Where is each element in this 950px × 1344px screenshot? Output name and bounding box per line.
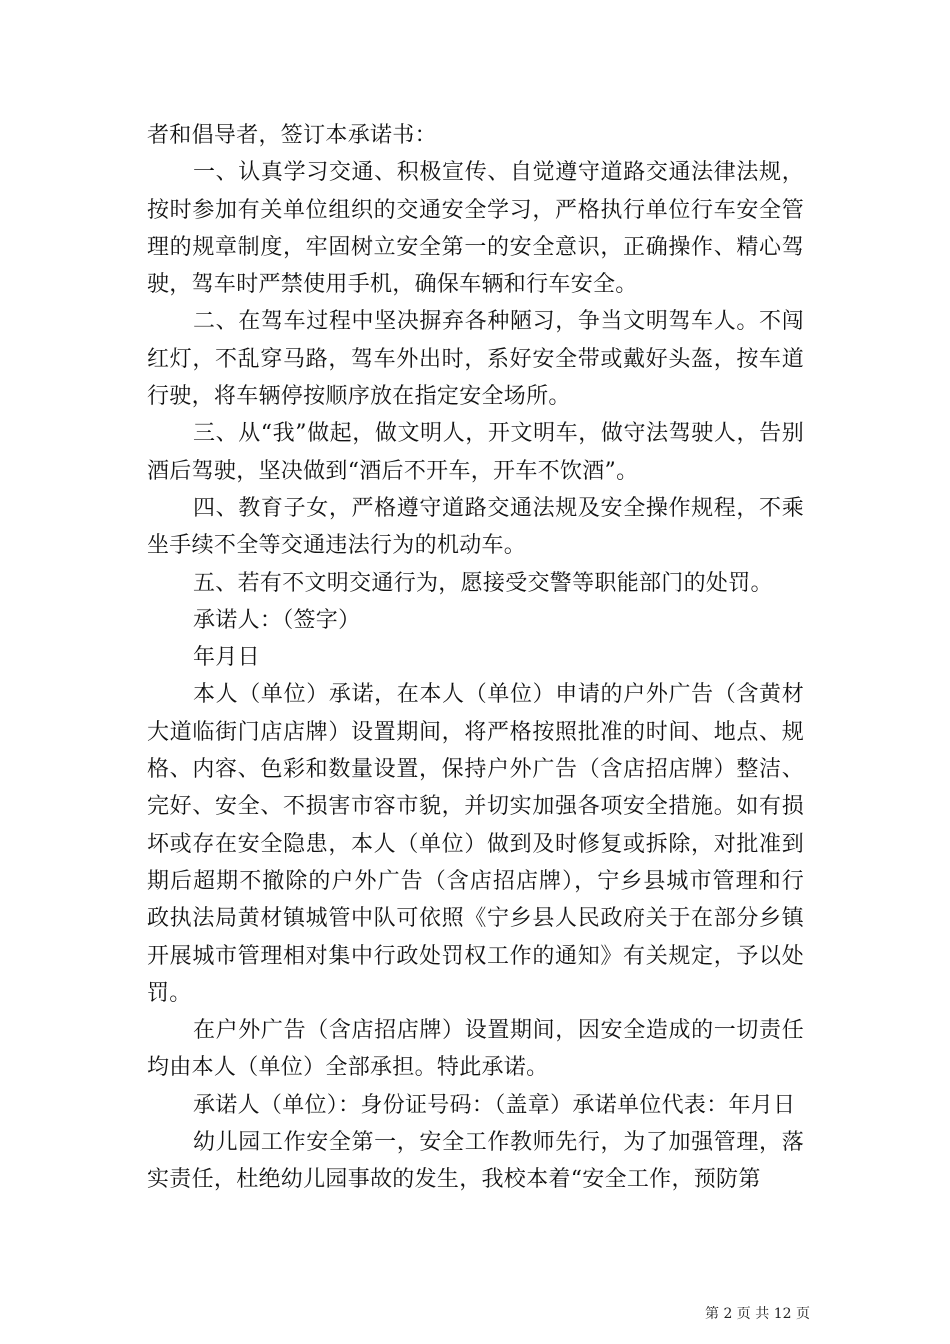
signature-block: 承诺人（单位）：身份证号码：（盖章）承诺单位代表：年月日 <box>193 1092 796 1118</box>
paragraph-9: 本人（单位）承诺，在本人（单位）申请的户外广告（含黄材大道临街门店店牌）设置期间，将严格按照批准的时间、地点、规格、内容、色彩和数量设置，保持户外广告（含店招店牌）整洁、完好、安全、不损害市容市貌，并切实加强各项安全措施。如有损坏或存在安全隐患，本人（单位）做到及时修复或拆除，对批准到期后超期不撤除的户外广告（含店招店牌），宁乡县城市管理和行政执法局黄材镇城管中队可依照《宁乡县人民政府关于在部分乡镇开展城市管理相对集中行政处罚权工作的通知》有关规定，予以处罚。 <box>147 682 804 1006</box>
paragraph-1: 者和倡导者，签订本承诺书： <box>147 123 437 148</box>
page-number: 第 2 页 共 12 页 <box>705 1306 810 1322</box>
paragraph-5: 四、教育子女，严格遵守道路交通法规及安全操作规程，不乘坐手续不全等交通违法行为的机动车。 <box>147 495 804 559</box>
paragraph-3: 二、在驾车过程中坚决摒弃各种陋习，争当文明驾车人。不闯红灯，不乱穿马路，驾车外出时，系好安全带或戴好头盔，按车道行驶，将车辆停按顺序放在指定安全场所。 <box>147 309 804 410</box>
paragraph-12: 幼儿园工作安全第一，安全工作教师先行，为了加强管理，落实责任，杜绝幼儿园事故的发生，我校本着“安全工作，预防第 <box>147 1130 804 1193</box>
signature-line: 承诺人：（签字） <box>193 607 361 633</box>
paragraph-2: 一、认真学习交通、积极宣传、自觉遵守道路交通法律法规，按时参加有关单位组织的交通安全学习，严格执行单位行车安全管理的规章制度，牢固树立安全第一的安全意识，正确操作、精心驾驶，驾车时严禁使用手机，确保车辆和行车安全。 <box>147 160 804 298</box>
paragraph-4: 三、从“我”做起，做文明人，开文明车，做守法驾驶人，告别酒后驾驶，坚决做到“酒后不开车，开车不饮酒”。 <box>147 421 804 484</box>
paragraph-6: 五、若有不文明交通行为，愿接受交警等职能部门的处罚。 <box>193 570 773 596</box>
date-line: 年月日 <box>193 645 260 671</box>
paragraph-10: 在户外广告（含店招店牌）设置期间，因安全造成的一切责任均由本人（单位）全部承担。特此承诺。 <box>147 1018 804 1081</box>
document-body <box>147 117 804 1199</box>
